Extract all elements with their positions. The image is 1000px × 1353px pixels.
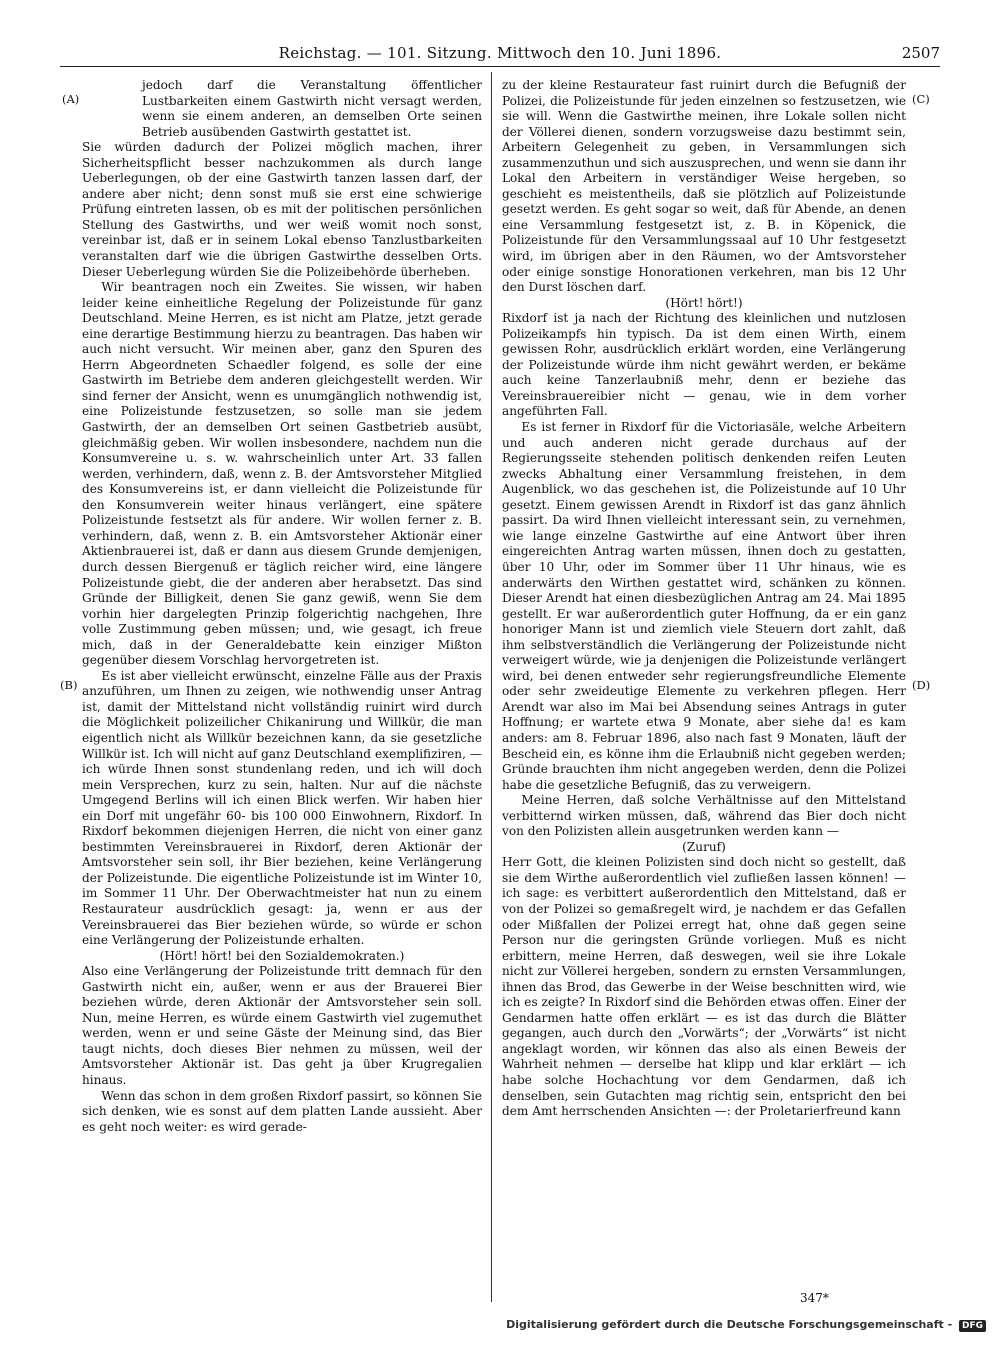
paragraph: Herr Gott, die kleinen Polizisten sind doch nicht so gestellt, daß sie dem Wirthe außerordentlich viel zufließen lassen können! — ich sage: es verbittert außerordentlich den Mittelstand, daß er von der Polizei so gemaßregelt wird, je nachdem er das Gefallen oder Mißfallen der Polizei erregt hat, ohne daß gegen seine Person nur die geringsten Gründe vorliegen. Muß es nicht erbittern, meine Herren, daß deswegen, weil sie ihre Lokale nicht zur Völlerei hergeben, sondern zu ernsten Versammlungen, ihnen das Brod, das Gewerbe in der Weise beschnitten wird, wie ich es zeigte? In Rixdorf sind die Behörden etwas offen. Einer der Gendarmen hatte offen erklärt — es ist das durch die Blätter gegangen, auch durch den „Vorwärts“; der „Vorwärts“ ist nicht angeklagt worden, wir können das also als einen Beweis der Wahrheit nehmen — derselbe hat klipp und klar erklärt — ich habe solche Hochachtung vor dem Gendarmen, daß ich denselben, sein Gutachten mag richtig sein, entspricht den bei dem Amt herrschenden Ansichten —: der Proletarierfreund kann [502,855,906,1119]
paragraph: Rixdorf ist ja nach der Richtung des kleinlichen und nutzlosen Polizeikampfs hin typisch. Da ist dem einen Wirth, einem gewissen Rohr, ausdrücklich erklärt worden, eine Verlängerung der Polizeistunde würde ihm nicht gewährt werden, er bekäme auch keine Tanzerlaubniß mehr, denn er beziehe das Vereinsbrauereibier nicht — genau, wie in dem vorher angeführten Fall. [502,311,906,419]
margin-marker-d: (D) [912,678,931,692]
paragraph: Wenn das schon in dem großen Rixdorf passirt, so können Sie sich denken, wie es sonst auf dem platten Lande aussieht. Aber es geht noch weiter: es wird gerade- [82,1088,482,1134]
margin-marker-a: (A) [62,92,80,106]
column-divider [491,72,492,1302]
margin-marker-c: (C) [912,92,930,106]
right-column [502,78,906,1120]
paragraph: Meine Herren, daß solche Verhältnisse auf den Mittelstand verbitternd wirken müssen, daß, während das Bier doch nicht von den Polizisten allein ausgetrunken werden kann — [502,793,906,839]
signature-mark: 347* [800,1291,829,1305]
quoted-clause: jedoch darf die Veranstaltung öffentlicher Lustbarkeiten einem Gastwirth nicht versagt werden, wenn sie einem anderen, an demselben Orte seinen Betrieb ausübenden Gastwirth gestattet ist. [142,78,482,139]
left-column [82,78,482,1135]
dfg-logo: DFG [959,1320,986,1332]
paragraph: Sie würden dadurch der Polizei möglich machen, ihrer Sicherheitspflicht besser nachzukommen als durch lange Ueberlegungen, ob der eine Gastwirth tanzen lassen darf, der andere aber nicht; denn sonst muß sie erst eine schwierige Prüfung eintreten lassen, ob es mit der politischen persönlichen Stellung des Gastwirths, und wer weiß womit noch sonst, vereinbar ist, daß er in seinem Lokal ebenso Tanzlustbarkeiten veranstalten darf wie die übrigen Gastwirthe desselben Orts. Dieser Ueberlegung würden Sie die Polizeibehörde überheben. [82,140,482,279]
footer-text: Digitalisierung gefördert durch die Deutsche Forschungsgemeinschaft - [506,1318,953,1331]
paragraph: Es ist ferner in Rixdorf für die Victoriasäle, welche Arbeitern und auch anderen nicht gerade durchaus auf der Regierungsseite stehenden politisch denkenden reifen Leuten zwecks Abhaltung einer Versammlung freistehen, in dem Augenblick, wo das geschehen ist, die Polizeistunde auf 10 Uhr gesetzt. Einem gewissen Arendt in Rixdorf ist das ganz ähnlich passirt. Da wird Ihnen vielleicht interessant sein, zu vernehmen, wie lange einzelne Gastwirthe auf eine Antwort über ihren eingereichten Antrag warten müssen, ihnen doch zu gestatten, über 10 Uhr, oder im Sommer über 11 Uhr hinaus, wie es anderwärts den Wirthen gestattet wird, schänken zu können. Dieser Arendt hat einen diesbezüglichen Antrag am 24. Mai 1895 gestellt. Er war außerordentlich guter Hoffnung, da er ein ganz honoriger Mann ist und ziemlich viele Steuern dort zahlt, daß ihm selbstverständlich die Verlängerung der Polizeistunde nicht verweigert würde, wie ja denjenigen die Polizeistunde verlängert wird, bei denen entweder sehr regierungsfreundliche Elemente oder sehr zweideutige Elemente zu verkehren pflegen. Herr Arendt war also im Mai bei Absendung seines Antrags in guter Hoffnung; er wartete etwa 9 Monate, aber siehe da! es kam anders: am 8. Februar 1896, also nach fast 9 Monaten, läuft der Bescheid ein, es könne ihm die Erlaubniß nicht gegeben werden; Gründe brauchten ihm nicht angegeben werden, denn die Polizei habe die gesetzliche Befugniß, das zu verweigern. [502,420,906,792]
margin-marker-b: (B) [60,678,78,692]
paragraph: Wir beantragen noch ein Zweites. Sie wissen, wir haben leider keine einheitliche Regelung der Polizeistunde für ganz Deutschland. Meine Herren, es ist nicht am Platze, jetzt gerade eine derartige Bestimmung hierzu zu beantragen. Das haben wir auch nicht versucht. Wir meinen aber, ganz den Spuren des Herrn Abgeordneten Schaedler folgend, es solle der eine Gastwirth im Betriebe dem anderen gleichgestellt werden. Wir sind ferner der Ansicht, wenn es unumgänglich nothwendig ist, eine Polizeistunde festzusetzen, so solle man sie jedem Gastwirth, der an demselben Ort seinen Gastbetrieb ausübt, gleichmäßig geben. Wir wollen insbesondere, nachdem nun die Konsumvereine u. s. w. wahrscheinlich unter Art. 33 fallen werden, verhindern, daß, wenn z. B. der Amtsvorsteher Mitglied des Konsumvereins ist, er dann vielleicht die Polizeistunde für den Konsumverein weiter hinaus verlängert, eine spätere Polizeistunde festsetzt als für andere. Wir wollen ferner z. B. verhindern, daß, wenn z. B. ein Amtsvorsteher Aktionär einer Aktienbrauerei ist, daß er dann aus diesem Grunde demjenigen, durch dessen Biergenuß er täglich reicher wird, eine längere Polizeistunde giebt, die der anderen aber herabsetzt. Das sind Gründe der Billigkeit, denen Sie ganz gewiß, wenn Sie dem vorhin hier dargelegten Prinzip folgerichtig nachgehen, Ihre volle Zustimmung geben müssen; und, wie gesagt, ich freue mich, daß in der Generaldebatte kein einziger Mißton gegenüber diesem Vorschlag hervorgetreten ist. [82,280,482,668]
interjection: (Hört! hört!) [665,295,743,310]
interjection: (Hört! hört! bei den Sozialdemokraten.) [159,948,405,963]
header-rule [60,66,940,67]
digitization-footer [506,1318,986,1332]
page-number: 2507 [901,44,940,62]
paragraph: Also eine Verlängerung der Polizeistunde tritt demnach für den Gastwirth nicht ein, außer, wenn er aus der Brauerei Bier beziehen würde, deren Aktionär der Amtsvorsteher sein soll. Nun, meine Herren, es würde einem Gastwirth viel zugemuthet werden, wenn er und seine Gäste der Meinung sind, das Bier taugt nichts, doch dieses Bier nehmen zu müssen, weil der Amtsvorsteher Aktionär ist. Das geht ja über Krugregalien hinaus. [82,964,482,1087]
paragraph: zu der kleine Restaurateur fast ruinirt durch die Befugniß der Polizei, die Polizeistunde für jeden einzelnen so festzusetzen, wie sie will. Wenn die Gastwirthe meinen, ihre Lokale sollen nicht der Völlerei dienen, sondern vorzugsweise dazu bestimmt sein, Arbeitern Gelegenheit zu geben, in Versammlungen sich zusammenzuthun und sich auszusprechen, und wenn sie dann ihr Lokal den Arbeitern in verständiger Weise hergeben, so geschieht es meistentheils, daß sie plötzlich auf Polizeistunde gesetzt werden. Es geht sogar so weit, daß für Abende, an denen eine Versammlung festgesetzt ist, z. B. in Köpenick, die Polizeistunde für den Versammlungssaal auf 10 Uhr festgesetzt wird, im übrigen aber in den Räumen, wo der Amtsvorsteher oder einige sonstige Honorationen verkehren, man bis 12 Uhr den Durst löschen darf. [502,78,906,295]
running-title: Reichstag. — 101. Sitzung. Mittwoch den 10. Juni 1896. [278,44,722,62]
interjection: (Zuruf) [682,839,726,854]
paragraph: Es ist aber vielleicht erwünscht, einzelne Fälle aus der Praxis anzuführen, um Ihnen zu zeigen, wie nothwendig unser Antrag ist, damit der Mittelstand nicht vollständig ruinirt wird durch die Möglichkeit polizeilicher Chikanirung und Willkür, die man eigentlich nicht als Willkür bezeichnen kann, da sie gesetzliche Willkür ist. Ich will nicht auf ganz Deutschland exemplifiziren, — ich würde Ihnen sonst stundenlang reden, und ich will doch mein Versprechen, kurz zu sein, halten. Nur auf die nächste Umgegend Berlins will ich einen Blick werfen. Wir haben hier ein Dorf mit ungefähr 60- bis 100 000 Einwohnern, Rixdorf. In Rixdorf bekommen diejenigen Herren, die nicht von einer ganz bestimmten Vereinsbrauerei in Rixdorf, deren Aktionär der Amtsvorsteher sein soll, ihr Bier beziehen, keine Verlängerung der Polizeistunde. Die eigentliche Polizeistunde ist im Winter 10, im Sommer 11 Uhr. Der Oberwachtmeister hat nun zu einem Restaurateur ausdrücklich gesagt: ja, wenn er aus der Vereinsbrauerei das Bier beziehen würde, so würde er schon eine Verlängerung der Polizeistunde erhalten. [82,668,482,948]
